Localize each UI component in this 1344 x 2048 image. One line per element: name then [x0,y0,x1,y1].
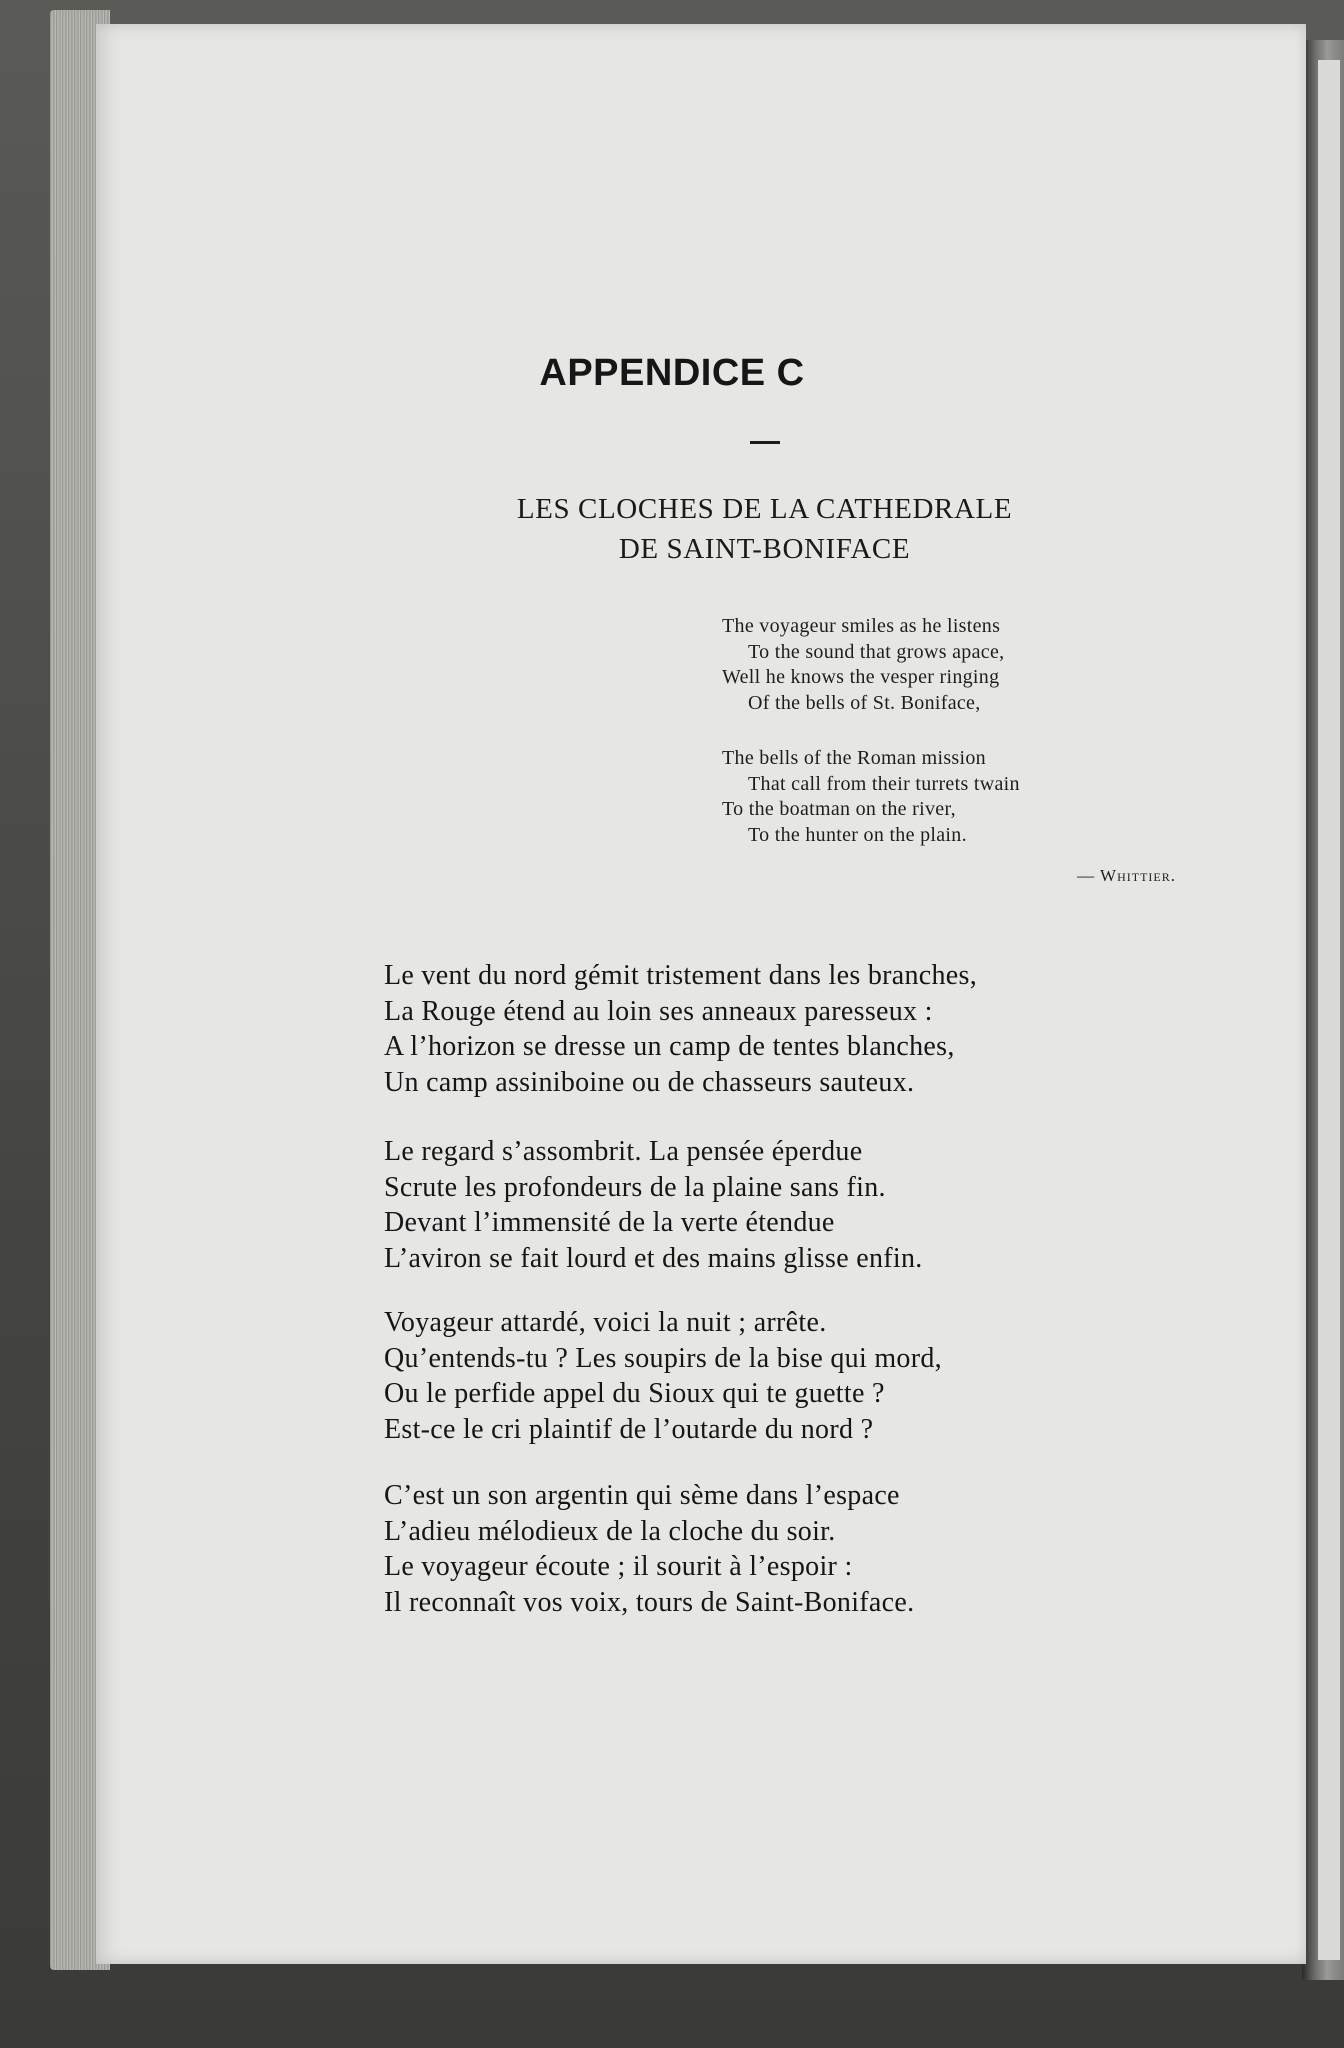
poem-stanza-1 [384,958,977,1100]
epigraph-line: To the boatman on the river, [722,798,956,820]
epigraph-line: Of the bells of St. Boniface, [748,691,981,714]
poem-line: Est-ce le cri plaintif de l’outarde du nord ? [384,1413,874,1445]
poem-stanza-2 [384,1134,923,1276]
poem-title-line-1: LES CLOCHES DE LA CATHEDRALE [516,493,1013,525]
poem-line: L’adieu mélodieux de la cloche du soir. [384,1515,836,1547]
poem-stanza-3 [384,1305,942,1447]
epigraph-line: The voyageur smiles as he listens [722,615,1001,637]
poem-line: Voyageur attardé, voici la nuit ; arrête. [384,1307,827,1338]
poem-line: Le vent du nord gémit tristement dans les branches, [384,960,978,991]
poem-line: C’est un son argentin qui sème dans l’espace [384,1480,900,1511]
poem-line: Scrute les profondeurs de la plaine sans fin. [384,1171,886,1203]
epigraph-stanza-1 [722,614,1004,716]
poem-line: Devant l’immensité de la verte étendue [384,1207,835,1238]
poem-line: Le voyageur écoute ; il sourit à l’espoir : [384,1551,853,1582]
epigraph-stanza-2 [722,746,1020,848]
epigraph-attribution: — Whittier. [1077,866,1176,885]
epigraph-line: To the sound that grows apace, [748,640,1005,663]
epigraph-line: The bells of the Roman mission [722,747,986,769]
poem-stanza-4 [384,1478,914,1620]
heading-divider [750,441,780,444]
epigraph-line: That call from their turrets twain [748,772,1020,795]
poem-line: A l’horizon se dresse un camp de tentes blanches, [384,1031,955,1062]
appendix-heading: APPENDICE C [539,352,805,394]
poem-title-line-2: DE SAINT-BONIFACE [618,533,911,565]
epigraph-line: To the hunter on the plain. [748,823,967,846]
epigraph-line: Well he knows the vesper ringing [722,666,1000,688]
right-page-sliver [1318,60,1340,1960]
poem-line: Ou le perfide appel du Sioux qui te guette ? [384,1378,885,1409]
poem-line: Un camp assiniboine ou de chasseurs sauteux. [384,1066,915,1098]
poem-line: Il reconnaît vos voix, tours de Saint-Boniface. [384,1586,915,1618]
poem-line: Le regard s’assombrit. La pensée éperdue [384,1136,863,1167]
poem-line: Qu’entends-tu ? Les soupirs de la bise qui mord, [384,1342,942,1374]
poem-line: La Rouge étend au loin ses anneaux paresseux : [384,995,933,1027]
poem-line: L’aviron se fait lourd et des mains glisse enfin. [384,1242,923,1274]
